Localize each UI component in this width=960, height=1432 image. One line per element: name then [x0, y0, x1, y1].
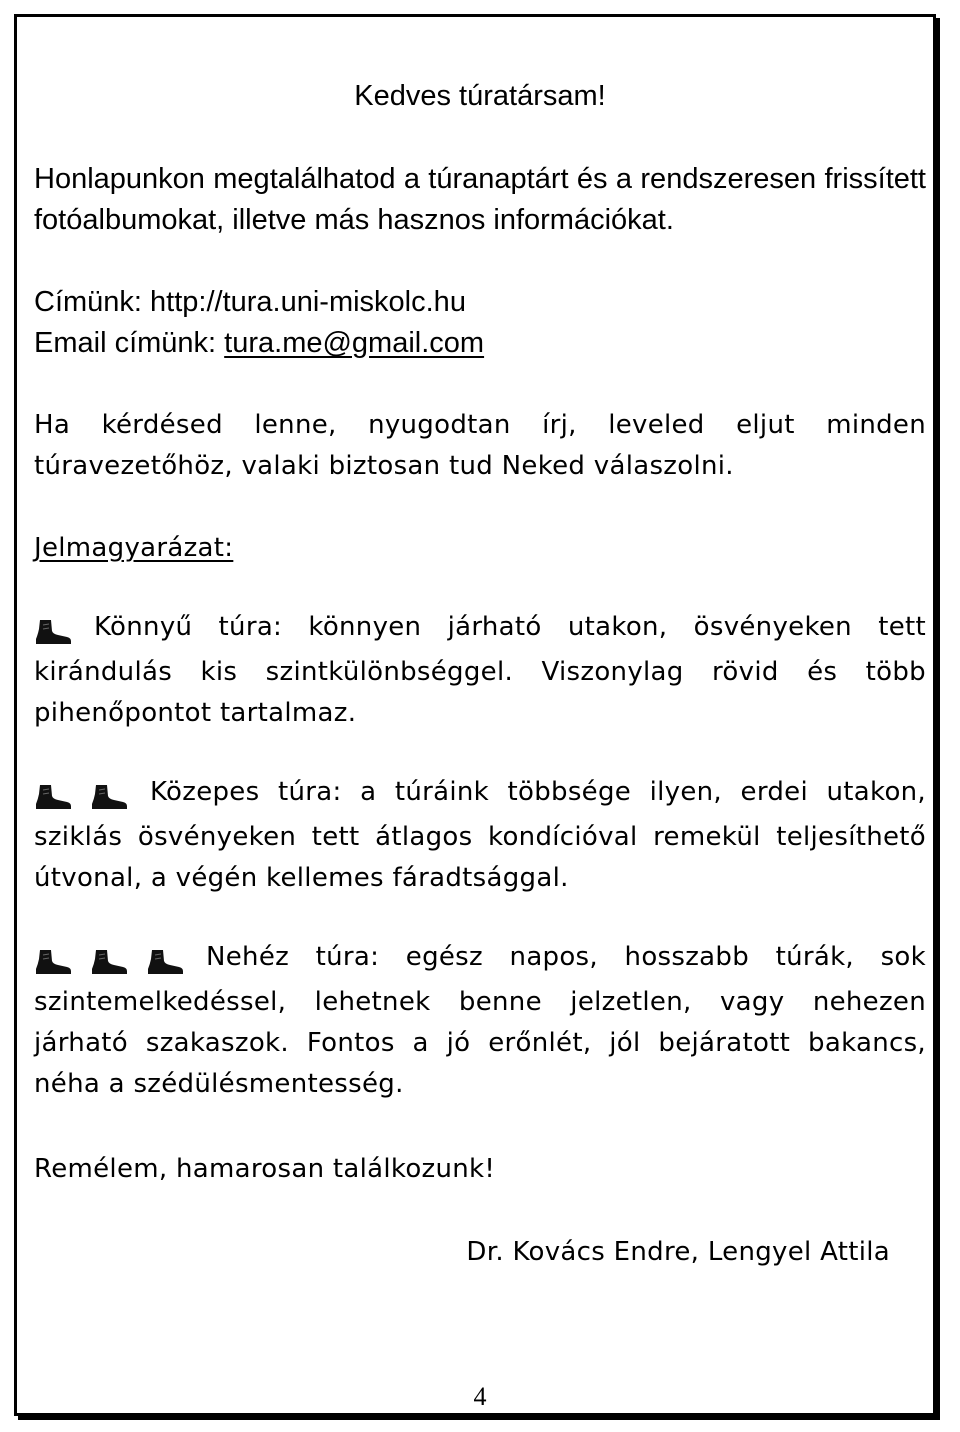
closing-line: Remélem, hamarosan találkozunk!	[34, 1154, 496, 1184]
legend-text-hard: Nehéz túra: egész napos, hosszabb túrák, sok szintemelkedéssel, lehetnek benne jelzetlen, vagy nehezen járható szakaszok. Fontos a jó erőnlét, jól bejáratott bakancs, néha a szédülésmentesség.	[34, 942, 926, 1099]
legend-text-easy: Könnyű túra: könnyen járható utakon, ösvényeken tett kirándulás kis szintkülönbséggel. Viszonylag rövid és több pihenőpontot tartalmaz.	[34, 612, 926, 728]
legend-item-medium	[34, 772, 926, 899]
boot-group-3	[34, 941, 206, 982]
question-paragraph: Ha kérdésed lenne, nyugodtan írj, leveled eljut minden túravezetőhöz, valaki biztosan tud Neked válaszolni.	[34, 410, 926, 481]
boot-icon	[90, 949, 128, 975]
page-number: 4	[473, 1382, 487, 1411]
boot-icon	[34, 784, 72, 810]
boot-group-2	[34, 776, 150, 817]
document-body	[34, 76, 926, 1273]
greeting: Kedves túratársam!	[354, 80, 606, 112]
boot-icon	[90, 784, 128, 810]
email-label: Email címünk:	[34, 327, 225, 359]
boot-group-1	[34, 611, 94, 652]
address-block	[34, 282, 926, 364]
legend-item-easy	[34, 607, 926, 734]
boot-icon	[34, 619, 72, 645]
legend-heading-text: Jelmagyarázat:	[34, 533, 234, 563]
email-link[interactable]: tura.me@gmail.com	[224, 327, 485, 359]
boot-icon	[146, 949, 184, 975]
legend-heading	[34, 528, 926, 569]
legend-item-hard	[34, 937, 926, 1105]
signature: Dr. Kovács Endre, Lengyel Attila	[466, 1237, 890, 1267]
legend-text-medium: Közepes túra: a túráink többsége ilyen, erdei utakon, sziklás ösvényeken tett átlagos kondícióval remekül teljesíthető útvonal, a végén kellemes fáradtsággal.	[34, 777, 926, 893]
boot-icon	[34, 949, 72, 975]
web-address: Címünk: http://tura.uni-miskolc.hu	[34, 286, 466, 318]
email-line	[34, 323, 926, 364]
intro-paragraph: Honlapunkon megtalálhatod a túranaptárt és a rendszeresen frissített fotóalbumokat, illetve más hasznos információkat.	[34, 163, 926, 236]
